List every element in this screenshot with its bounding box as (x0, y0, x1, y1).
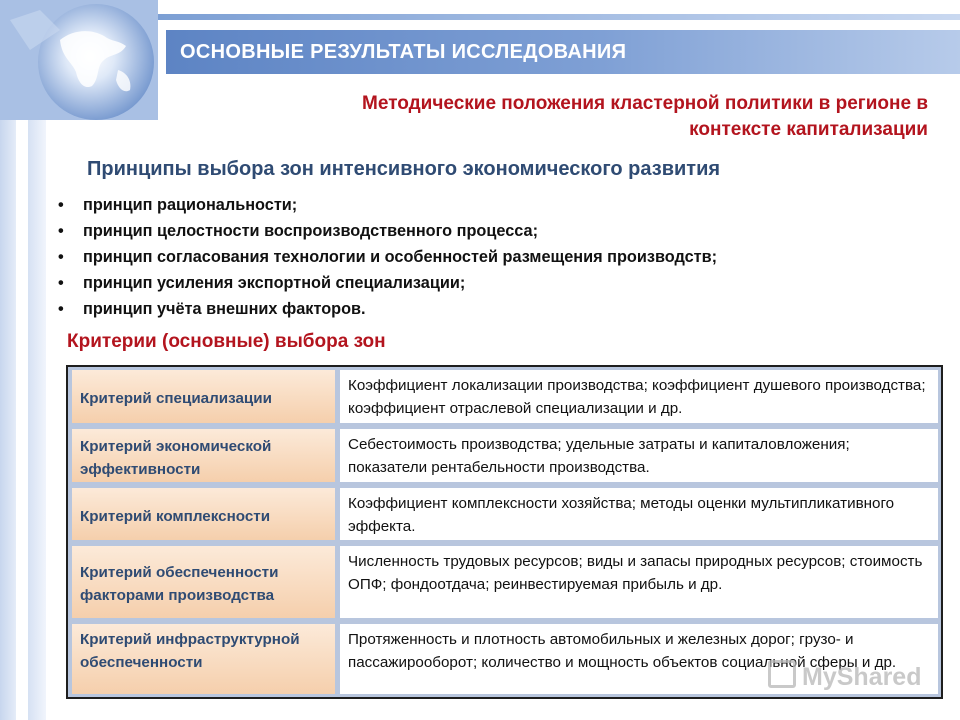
list-item-text: принцип усиления экспортной специализации; (83, 274, 466, 292)
criterion-name: Критерий экономической эффективности (72, 429, 335, 482)
criterion-description: Протяженность и плотность автомобильных и железных дорог; грузо- и пассажирооборот; количество и мощность объектов социальной сферы и др. (340, 624, 938, 694)
subtitle-line-1: Методические положения кластерной политики в регионе в (362, 93, 928, 114)
table-row (68, 543, 941, 621)
subtitle (188, 91, 928, 143)
criterion-name: Критерий инфраструктурной обеспеченности (72, 624, 335, 694)
criteria-heading: Критерии (основные) выбора зон (67, 331, 386, 352)
list-item (58, 270, 717, 296)
list-item (58, 296, 717, 322)
table-row (68, 485, 941, 543)
list-item (58, 192, 717, 218)
criterion-description: Себестоимость производства; удельные затраты и капиталовложения; показатели рентабельности производства. (340, 429, 938, 482)
left-decor-bar-inner (28, 120, 46, 720)
page-title: ОСНОВНЫЕ РЕЗУЛЬТАТЫ ИССЛЕДОВАНИЯ (180, 41, 627, 63)
criterion-description: Коэффициент локализации производства; коэффициент душевого производства; коэффициент отраслевой специализации и др. (340, 370, 938, 423)
criterion-description: Численность трудовых ресурсов; виды и запасы природных ресурсов; стоимость ОПФ; фондоотдача; реинвестируемая прибыль и др. (340, 546, 938, 618)
top-accent-line (158, 14, 960, 20)
criterion-name: Критерий специализации (72, 370, 335, 423)
bullet-icon: • (58, 222, 64, 240)
bullet-icon: • (58, 274, 64, 292)
watermark-text: MyShared (802, 663, 922, 691)
list-item-text: принцип согласования технологии и особенностей размещения производств; (83, 248, 718, 266)
subtitle-line-2: контексте капитализации (689, 119, 928, 140)
list-item-text: принцип рациональности; (83, 196, 298, 214)
list-item-text: принцип учёта внешних факторов. (83, 300, 366, 318)
table-row (68, 367, 941, 426)
criterion-name: Критерий обеспеченности факторами производства (72, 546, 335, 618)
principles-heading: Принципы выбора зон интенсивного экономического развития (87, 158, 721, 180)
criterion-description: Коэффициент комплексности хозяйства; методы оценки мультипликативного эффекта. (340, 488, 938, 540)
bullet-icon: • (58, 248, 64, 266)
bullet-icon: • (58, 300, 64, 318)
globe-image (0, 0, 158, 120)
title-banner (166, 30, 960, 74)
watermark (768, 660, 921, 692)
criterion-name: Критерий комплексности (72, 488, 335, 540)
criteria-table (66, 365, 943, 699)
list-item (58, 244, 717, 270)
list-item (58, 218, 717, 244)
table-row (68, 426, 941, 485)
principles-list (58, 192, 717, 322)
globe-icon (0, 0, 158, 120)
list-item-text: принцип целостности воспроизводственного процесса; (83, 222, 539, 240)
watermark-logo-icon (768, 660, 796, 688)
bullet-icon: • (58, 196, 64, 214)
